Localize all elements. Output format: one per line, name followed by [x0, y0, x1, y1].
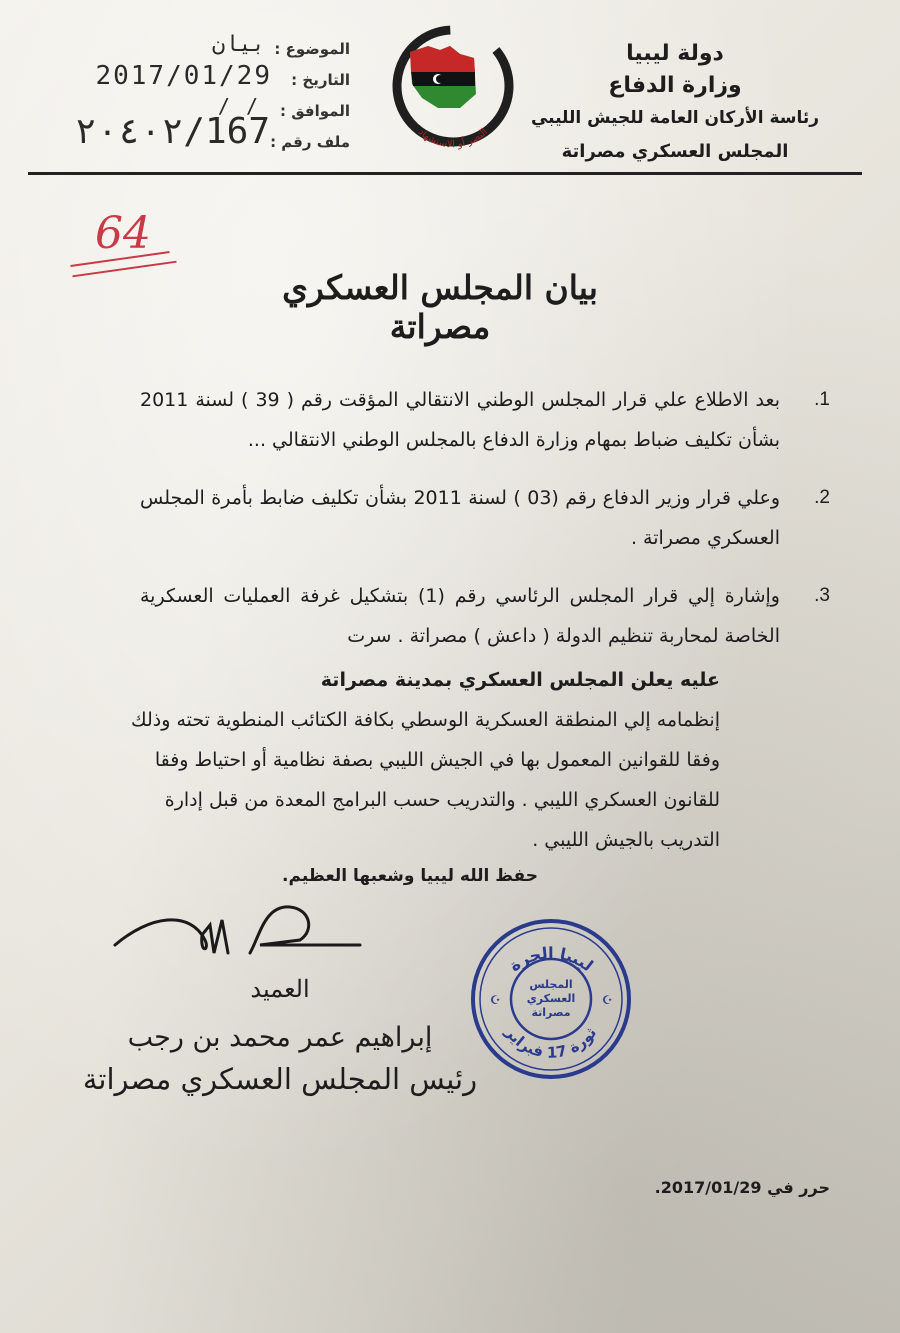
corresponding-label: الموافق :	[280, 102, 350, 120]
item-number: 3.	[814, 585, 830, 606]
signatory-name: إبراهيم عمر محمد بن رجب	[127, 1022, 433, 1053]
list-item	[140, 478, 830, 558]
item-number: 1.	[814, 389, 830, 410]
salutation: حفظ الله ليبيا وشعبها العظيم.	[282, 866, 538, 886]
header-divider	[28, 172, 862, 175]
subject-label: الموضوع :	[274, 40, 350, 58]
official-stamp	[468, 916, 634, 1082]
letterhead	[525, 38, 825, 168]
state-name: دولة ليبيا	[626, 41, 724, 66]
general-staff-name: رئاسة الأركان العامة للجيش الليبي	[530, 108, 820, 128]
issue-date: حرر في 2017/01/29.	[654, 1178, 830, 1197]
stamp-top-text: ليبيا الحرة	[505, 943, 597, 976]
list-item	[140, 576, 830, 656]
date-value: 2017/01/29	[95, 61, 272, 91]
crescent-star-icon: ☪	[490, 993, 501, 1007]
ministry-name: وزارة الدفاع	[608, 73, 742, 98]
item-text: بعد الاطلاع علي قرار المجلس الوطني الانتقالي المؤقت رقم ( 39 ) لسنة 2011 بشأن تكليف ضباط بمهام وزارة الدفاع بالمجلس الوطني الانتقالي ...	[140, 389, 780, 451]
date-row	[30, 61, 350, 102]
item-text: وعلي قرار وزير الدفاع رقم (03 ) لسنة 2011 بشأن تكليف ضابط بأمرة المجلس العسكري مصراتة .	[140, 487, 780, 549]
file-value: 167/٢٠٤٠٢	[74, 111, 270, 152]
file-label: ملف رقم :	[270, 133, 350, 151]
signatory-title: رئيس المجلس العسكري مصراتة	[82, 1062, 478, 1096]
stamp-center-text: المجلس العسكري مصراتة	[526, 978, 576, 1019]
libya-emblem-icon	[388, 24, 518, 164]
statement-items	[140, 380, 830, 674]
handwritten-number: 64	[95, 208, 151, 259]
announcement	[120, 660, 720, 860]
crescent-star-icon: ☪	[602, 993, 613, 1007]
announcement-body: إنظمامه إلي المنطقة العسكرية الوسطي بكافة الكتائب المنطوية تحته وذلك وفقا للقوانين المعمول بها في الجيش الليبي بصفة نظامية أو احتياط وفقا للقانون العسكري الليبي . والتدريب حسب البرامج المعدة من قبل إدارة التدريب بالجيش الليبي .	[130, 709, 720, 851]
item-number: 2.	[814, 487, 830, 508]
signatory-rank: العميد	[250, 975, 310, 1003]
signature	[110, 895, 370, 965]
date-label: التاريخ :	[291, 71, 350, 89]
council-name: المجلس العسكري مصراتة	[561, 141, 789, 162]
corresponding-value: / /	[217, 94, 260, 118]
statement-title: بيان المجلس العسكري مصراتة	[282, 268, 598, 346]
list-item	[140, 380, 830, 460]
subject-value: بيان	[212, 32, 265, 57]
announcement-lead: عليه يعلن المجلس العسكري بمدينة مصراتة	[320, 669, 720, 691]
emblem-motto: النصر أو الاستشهاد	[415, 126, 491, 151]
svg-text:ثورة 17 فبراير	[501, 1023, 600, 1062]
item-text: وإشارة إلي قرار المجلس الرئاسي رقم (1) بتشكيل غرفة العمليات العسكرية الخاصة لمحاربة تنظيم الدولة ( داعش ) مصراتة . سرت	[140, 585, 780, 647]
svg-text:ليبيا الحرة	[505, 944, 596, 976]
reference-block	[30, 32, 350, 164]
stamp-bottom-text: ثورة 17 فبراير	[501, 1023, 601, 1062]
